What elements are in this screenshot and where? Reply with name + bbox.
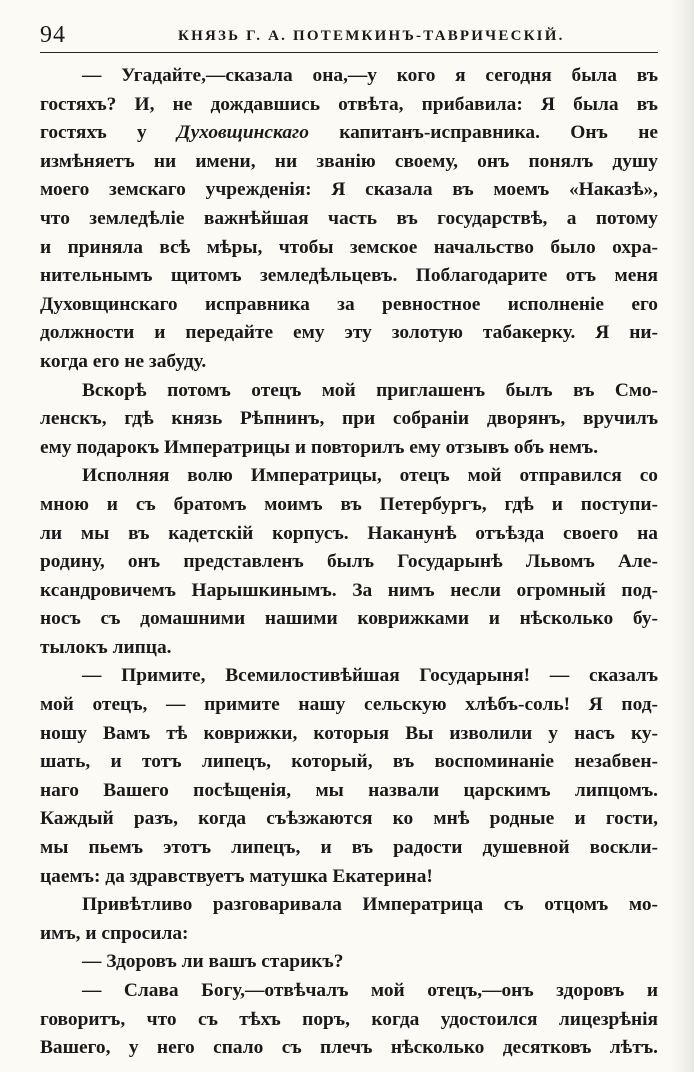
text-line: родину, онъ представленъ былъ Государынѣ Львомъ Але- xyxy=(40,551,658,573)
text-line: ксандровичемъ Нарышкинымъ. За нимъ несли огромный под- xyxy=(40,579,658,601)
text-line: что земледѣліе важнѣйшая часть въ государствѣ, а потому xyxy=(40,207,658,229)
text-line: ему подарокъ Императрицы и повторилъ ему отзывъ объ немъ. xyxy=(40,436,599,458)
page-header xyxy=(40,22,658,53)
text-run: капитанъ-исправника. Онъ не xyxy=(308,122,658,144)
running-title: КНЯЗЬ Г. А. ПОТЕМКИНЪ-ТАВРИЧЕСКІЙ. xyxy=(178,28,565,44)
text-line: говоритъ, что съ тѣхъ поръ, когда удостоился лицезрѣнія xyxy=(40,1008,658,1030)
page-edge-shadow xyxy=(672,0,694,1072)
text-line: когда его не забуду. xyxy=(40,350,207,372)
text-line: — Здоровъ ли вашъ старикъ? xyxy=(82,951,344,973)
text-line: Вашего, у него спало съ плечъ нѣсколько десятковъ лѣтъ. xyxy=(40,1037,658,1059)
text-line: ленскъ, гдѣ князь Рѣпнинъ, при собраніи дворянъ, вручилъ xyxy=(40,408,658,430)
text-line: — Угадайте,—сказала она,—у кого я сегодня была въ xyxy=(82,65,658,86)
text-line: — Слава Богу,—отвѣчалъ мой отецъ,—онъ здоровъ и xyxy=(82,980,658,1001)
text-line: и приняла всѣ мѣры, чтобы земское начальство было охра- xyxy=(40,236,658,258)
text-line: Привѣтливо разговаривала Императрица съ отцомъ мо- xyxy=(82,894,658,916)
text-line: моего земскаго учрежденія: Я сказала въ моемъ «Наказѣ», xyxy=(40,179,658,201)
text-line: нительнымъ щитомъ земледѣльцевъ. Поблагодарите отъ меня xyxy=(40,265,658,287)
page-number: 94 xyxy=(40,22,66,48)
text-line: ли мы въ кадетскій корпусъ. Наканунѣ отъѣзда своего на xyxy=(40,522,658,544)
italic-name: Духовщинскаго xyxy=(177,122,309,144)
text-line: измѣняетъ ни имени, ни званію своему, онъ понялъ душу xyxy=(40,150,658,172)
text-line xyxy=(40,119,658,148)
text-line: мною и съ братомъ моимъ въ Петербургъ, гдѣ и поступи- xyxy=(40,493,658,515)
text-line: должности и передайте ему эту золотую табакерку. Я ни- xyxy=(40,322,658,344)
text-line: Вскорѣ потомъ отецъ мой приглашенъ былъ въ Смо- xyxy=(82,379,658,401)
text-run: гостяхъ у xyxy=(40,122,178,144)
text-line: — Примите, Всемилостивѣйшая Государыня! — сказалъ xyxy=(82,665,658,687)
text-line: цаемъ: да здравствуетъ матушка Екатерина! xyxy=(40,865,433,887)
body-text xyxy=(40,62,658,1063)
text-line: носъ съ домашними нашими коврижками и нѣсколько бу- xyxy=(40,608,658,630)
text-line: имъ, и спросила: xyxy=(40,922,189,944)
text-line: гостяхъ? И, не дождавшись отвѣта, прибавила: Я была въ xyxy=(40,93,658,115)
text-line: Исполняя волю Императрицы, отецъ мой отправился со xyxy=(82,465,658,487)
text-line: Духовщинскаго исправника за ревностное исполненіе его xyxy=(40,293,658,315)
text-line: Каждый разъ, когда съѣзжаются ко мнѣ родные и гости, xyxy=(40,808,658,830)
text-line: мой отецъ, — примите нашу сельскую хлѣбъ-соль! Я под- xyxy=(40,694,658,716)
text-line: мы пьемъ этотъ липецъ, и въ радости душевной воскли- xyxy=(40,837,658,859)
text-line: наго Вашего посѣщенія, мы назвали царскимъ липцомъ. xyxy=(40,779,658,801)
text-line: шать, и тотъ липецъ, который, въ воспоминаніе незабвен- xyxy=(40,751,658,773)
text-line: тылокъ липца. xyxy=(40,636,172,658)
text-line: ношу Вамъ тѣ коврижки, которыя Вы изволили у насъ ку- xyxy=(40,722,658,744)
